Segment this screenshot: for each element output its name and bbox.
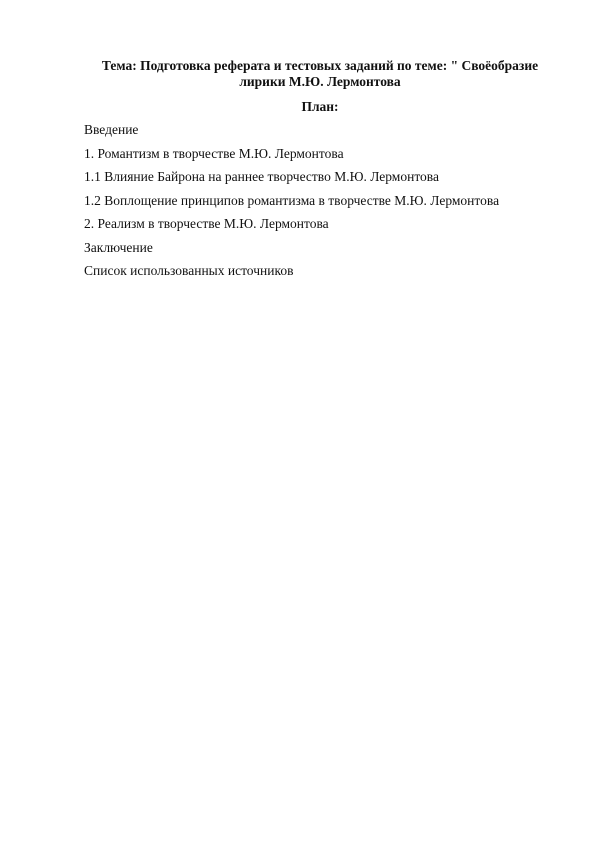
- table-of-contents: [84, 118, 499, 283]
- plan-heading: План:: [301, 99, 339, 114]
- title-line-2: лирики М.Ю. Лермонтова: [239, 74, 401, 89]
- toc-item-romanticism-principles: 1.2 Воплощение принципов романтизма в творчестве М.Ю. Лермонтова: [84, 192, 500, 208]
- toc-item-conclusion: Заключение: [84, 239, 153, 255]
- title-line-1: Тема: Подготовка реферата и тестовых заданий по теме: " Своёобразие: [101, 58, 539, 73]
- toc-item-sources: Список использованных источников: [84, 263, 294, 278]
- toc-item-realism: 2. Реализм в творчестве М.Ю. Лермонтова: [84, 216, 329, 231]
- toc-item-romanticism: 1. Романтизм в творчестве М.Ю. Лермонтова: [84, 145, 344, 161]
- toc-item-byron-influence: 1.1 Влияние Байрона на раннее творчество М.Ю. Лермонтова: [84, 169, 439, 184]
- toc-item-introduction: Введение: [84, 122, 139, 137]
- document-title: [60, 58, 580, 90]
